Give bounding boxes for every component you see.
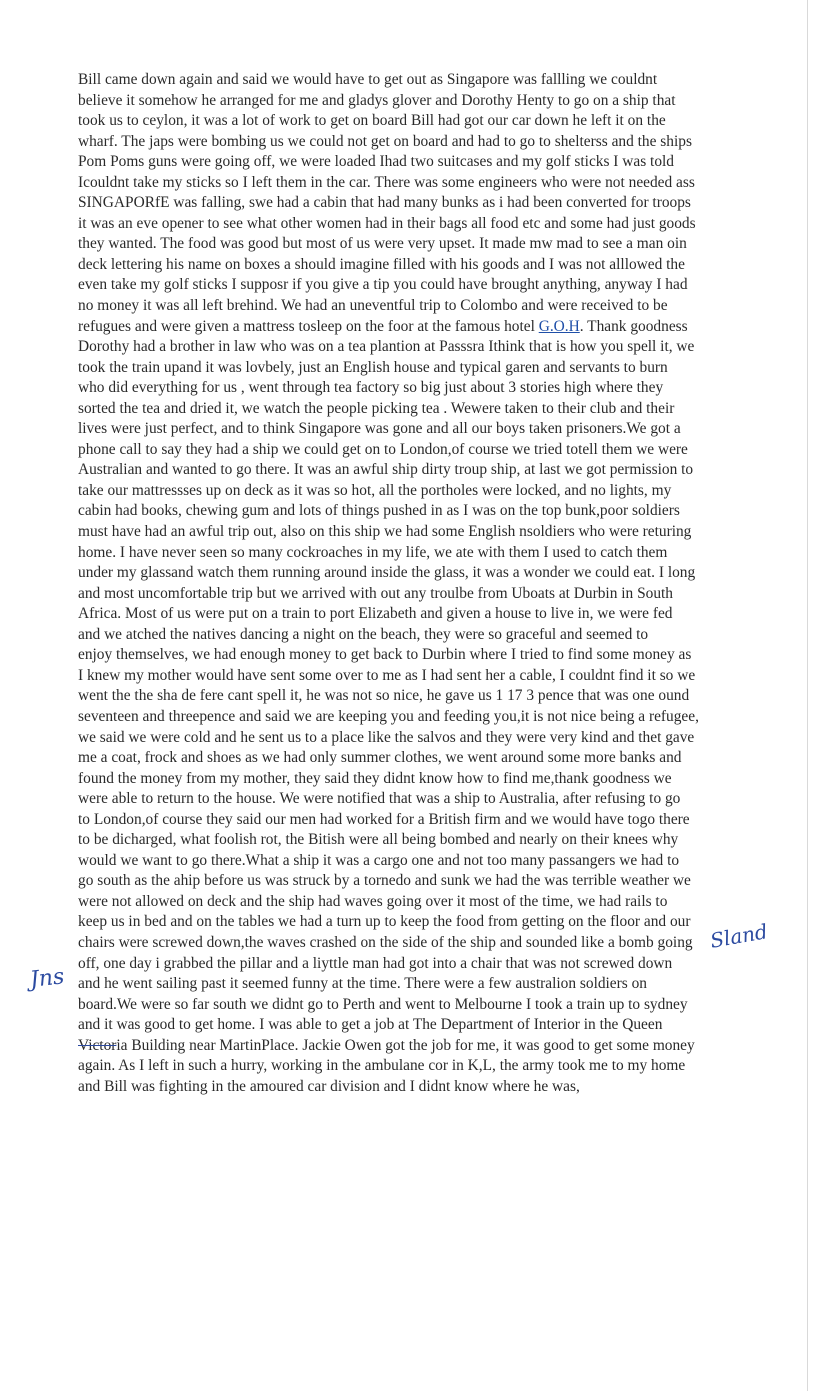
text-line: to be dicharged, what foolish rot, the Bitish were all being bombed and nearly on their knees why [78, 831, 679, 849]
text-line: go south as the ahip before us was struck by a tornedo and sunk we had the was terrible weather we [78, 872, 691, 890]
text-line: take our mattressses up on deck as it was so hot, all the portholes were locked, and no lights, my [78, 481, 672, 499]
text-line: chairs were screwed down,the waves crashed on the side of the ship and sounded like a bomb going [78, 933, 693, 951]
paragraph-block-c [78, 1056, 750, 1097]
text-line: went the the sha de fere cant spell it, he was not so nice, he gave us 1 17 3 pence that was one ound [78, 687, 690, 705]
text-line: keep us in bed and on the tables we had a turn up to keep the food from getting on the floor and our [78, 913, 691, 931]
text-line: and he went sailing past it seemed funny at the time. There were a few australion soldiers on [78, 975, 647, 993]
text-line: seventeen and threepence and said we are keeping you and feeding you,it is not nice being a refugee, [78, 707, 699, 725]
text-line: took us to ceylon, it was a lot of work to get on board Bill had got our car down he left it on the [78, 112, 666, 130]
text-line: sorted the tea and dried it, we watch the people picking tea . Wewere taken to their club and their [78, 399, 675, 417]
struck-word: Victor [78, 1036, 117, 1054]
text-line: and we atched the natives dancing a night on the beach, they were so graceful and seemed to [78, 625, 649, 643]
paragraph-block-a [78, 70, 750, 317]
text-line: Pom Poms guns were going off, we were loaded Ihad two suitcases and my golf sticks I was told [78, 153, 675, 171]
text-line: deck lettering his name on boxes a should imagine filled with his goods and I was not alllowed the [78, 255, 685, 273]
goh-line-text-before: refugues and were given a mattress tosleep on the foor at the famous hotel [78, 317, 539, 335]
text-line: would we want to go there.What a ship it was a cargo one and not too many passangers we had to [78, 851, 680, 869]
text-line: phone call to say they had a ship we could get on to London,of course we tried totell them we were [78, 440, 688, 458]
text-line: under my glassand watch them running around inside the glass, it was a wonder we could eat. I long [78, 564, 696, 582]
victoria-line [78, 1036, 750, 1057]
text-line: wharf. The japs were bombing us we could not get on board and had to go to shelterss and the ships [78, 132, 692, 150]
text-line: board.We were so far south we didnt go to Perth and went to Melbourne I took a train up to sydney [78, 995, 688, 1013]
text-line: enjoy themselves, we had enough money to get back to Durbin where I tried to find some money as [78, 646, 692, 664]
text-line: they wanted. The food was good but most of us were very upset. It made mw mad to see a man oin [78, 235, 687, 253]
text-line: and most uncomfortable trip but we arrived with out any troulbe from Uboats at Durbin in South [78, 584, 673, 602]
text-line: to London,of course they said our men had worked for a British firm and we would have togo there [78, 810, 690, 828]
text-line: again. As I left in such a hurry, working in the ambulane cor in K,L, the army took me to my home [78, 1057, 686, 1075]
victoria-line-text: ia Building near MartinPlace. Jackie Owen got the job for me, it was good to get some money [116, 1036, 695, 1054]
text-line: took the train upand it was lovbely, just an English house and typical garen and servants to burn [78, 358, 668, 376]
text-line: Icouldnt take my sticks so I left them in the car. There was some engineers who were not needed ass [78, 173, 695, 191]
text-line: and it was good to get home. I was able to get a job at The Department of Interior in the Queen [78, 1016, 663, 1034]
handwritten-note-right: Sland [708, 919, 770, 953]
text-line: we said we were cold and he sent us to a place like the salvos and they were very kind and thet gave [78, 728, 695, 746]
text-line: Bill came down again and said we would have to get out as Singapore was fallling we couldnt [78, 71, 658, 88]
text-line: off, one day i grabbed the pillar and a liyttle man had got into a chair that was not screwed down [78, 954, 673, 972]
text-line: and Bill was fighting in the amoured car division and I didnt know where he was, [78, 1077, 580, 1095]
text-line: home. I have never seen so many cockroaches in my life, we ate with them I used to catch them [78, 543, 668, 561]
text-line: were able to return to the house. We were notified that was a ship to Australia, after refusing to go [78, 790, 681, 808]
text-line: Australian and wanted to go there. It was an awful ship dirty troup ship, at last we got permission to [78, 461, 694, 479]
text-line: lives were just perfect, and to think Singapore was gone and all our boys taken prisoners.We got a [78, 420, 681, 438]
paragraph-block-b [78, 337, 750, 1036]
text-line: even take my golf sticks I supposr if you give a tip you could have brought anything, anyway I had [78, 276, 688, 294]
text-line: who did everything for us , went through tea factory so big just about 3 stories high where they [78, 379, 664, 397]
text-line: Dorothy had a brother in law who was on a tea plantion at Passsra Ithink that is how you spell it, we [78, 338, 695, 356]
text-line: must have had an awful trip out, also on this ship we had some English nsoldiers who were returing [78, 523, 692, 541]
text-line: I knew my mother would have sent some over to me as I had sent her a cable, I couldnt find it so we [78, 666, 696, 684]
goh-link[interactable]: G.O.H [538, 317, 580, 335]
text-line: were not allowed on deck and the ship had waves going over it most of the time, we had rails to [78, 892, 668, 910]
text-line: no money it was all left brehind. We had an uneventful trip to Colombo and were received to be [78, 297, 668, 315]
goh-line [78, 317, 750, 338]
goh-line-text-after: . Thank goodness [579, 317, 688, 335]
letter-body [78, 70, 750, 1097]
text-line: it was an eve opener to see what other women had in their bags all food etc and some had just goods [78, 214, 696, 232]
text-line: cabin had books, chewing gum and lots of things pushed in as I was on the top bunk,poor soldiers [78, 502, 680, 520]
page-edge [807, 0, 808, 1391]
text-line: found the money from my mother, they said they didnt know how to find me,thank goodness we [78, 769, 672, 787]
text-line: SINGAPORfE was falling, swe had a cabin that had many bunks as i had been converted for troops [78, 194, 691, 212]
handwritten-note-left: Jns [28, 964, 66, 993]
text-line: Africa. Most of us were put on a train to port Elizabeth and given a house to live in, we were fed [78, 605, 673, 623]
text-line: me a coat, frock and shoes as we had only summer clothes, we went around some more banks and [78, 749, 682, 767]
text-line: believe it somehow he arranged for me and gladys glover and Dorothy Henty to go on a ship that [78, 91, 676, 109]
